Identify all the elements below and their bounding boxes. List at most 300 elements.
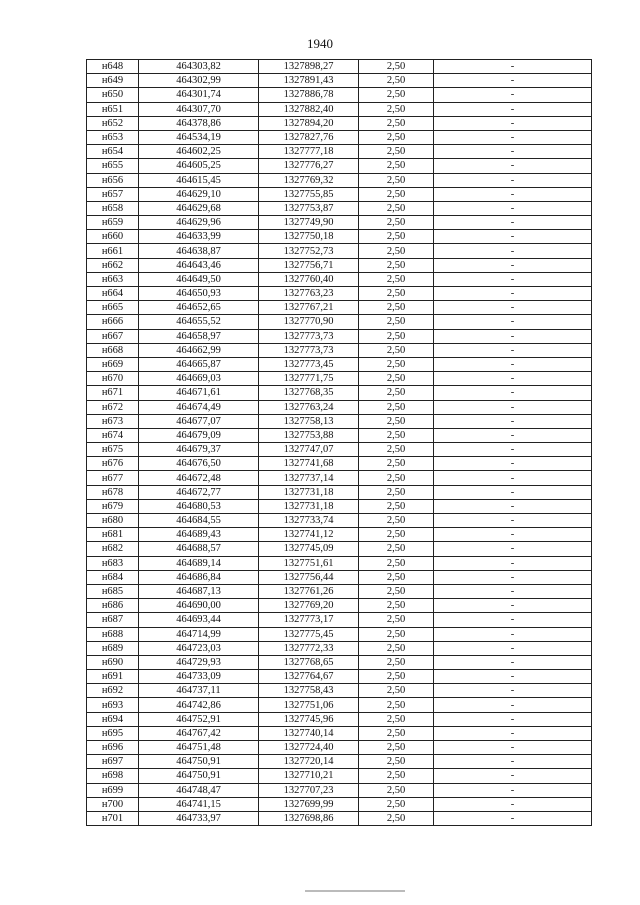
error-cell: 2,50 — [359, 301, 434, 315]
scan-edge-mark — [305, 890, 405, 892]
x-coordinate-cell: 464633,99 — [139, 230, 259, 244]
point-id-cell: н672 — [87, 400, 139, 414]
coordinates-table — [86, 59, 592, 826]
x-coordinate-cell: 464723,03 — [139, 641, 259, 655]
table-row — [87, 201, 592, 215]
y-coordinate-cell: 1327741,12 — [259, 528, 359, 542]
table-row — [87, 485, 592, 499]
y-coordinate-cell: 1327767,21 — [259, 301, 359, 315]
table-row — [87, 670, 592, 684]
note-cell: - — [434, 741, 592, 755]
point-id-cell: н697 — [87, 755, 139, 769]
error-cell: 2,50 — [359, 443, 434, 457]
error-cell: 2,50 — [359, 811, 434, 825]
point-id-cell: н671 — [87, 386, 139, 400]
point-id-cell: н701 — [87, 811, 139, 825]
y-coordinate-cell: 1327745,96 — [259, 712, 359, 726]
error-cell: 2,50 — [359, 655, 434, 669]
x-coordinate-cell: 464302,99 — [139, 74, 259, 88]
x-coordinate-cell: 464602,25 — [139, 145, 259, 159]
error-cell: 2,50 — [359, 343, 434, 357]
table-row — [87, 783, 592, 797]
table-row — [87, 301, 592, 315]
table-row — [87, 542, 592, 556]
point-id-cell: н675 — [87, 443, 139, 457]
note-cell: - — [434, 116, 592, 130]
error-cell: 2,50 — [359, 514, 434, 528]
error-cell: 2,50 — [359, 741, 434, 755]
note-cell: - — [434, 315, 592, 329]
note-cell: - — [434, 599, 592, 613]
note-cell: - — [434, 712, 592, 726]
error-cell: 2,50 — [359, 684, 434, 698]
note-cell: - — [434, 471, 592, 485]
y-coordinate-cell: 1327750,18 — [259, 230, 359, 244]
point-id-cell: н651 — [87, 102, 139, 116]
table-row — [87, 570, 592, 584]
error-cell: 2,50 — [359, 60, 434, 74]
note-cell: - — [434, 74, 592, 88]
point-id-cell: н652 — [87, 116, 139, 130]
x-coordinate-cell: 464689,14 — [139, 556, 259, 570]
table-row — [87, 655, 592, 669]
error-cell: 2,50 — [359, 159, 434, 173]
point-id-cell: н694 — [87, 712, 139, 726]
x-coordinate-cell: 464677,07 — [139, 414, 259, 428]
table-row — [87, 499, 592, 513]
note-cell: - — [434, 641, 592, 655]
error-cell: 2,50 — [359, 726, 434, 740]
point-id-cell: н658 — [87, 201, 139, 215]
y-coordinate-cell: 1327720,14 — [259, 755, 359, 769]
y-coordinate-cell: 1327698,86 — [259, 811, 359, 825]
y-coordinate-cell: 1327756,44 — [259, 570, 359, 584]
y-coordinate-cell: 1327731,18 — [259, 499, 359, 513]
y-coordinate-cell: 1327886,78 — [259, 88, 359, 102]
error-cell: 2,50 — [359, 329, 434, 343]
y-coordinate-cell: 1327753,87 — [259, 201, 359, 215]
page-number: 1940 — [307, 36, 333, 51]
error-cell: 2,50 — [359, 670, 434, 684]
table-row — [87, 287, 592, 301]
coordinates-table-body — [87, 60, 592, 826]
point-id-cell: н685 — [87, 584, 139, 598]
note-cell: - — [434, 769, 592, 783]
error-cell: 2,50 — [359, 485, 434, 499]
x-coordinate-cell: 464687,13 — [139, 584, 259, 598]
point-id-cell: н665 — [87, 301, 139, 315]
error-cell: 2,50 — [359, 428, 434, 442]
y-coordinate-cell: 1327745,09 — [259, 542, 359, 556]
table-row — [87, 230, 592, 244]
error-cell: 2,50 — [359, 499, 434, 513]
y-coordinate-cell: 1327777,18 — [259, 145, 359, 159]
x-coordinate-cell: 464672,77 — [139, 485, 259, 499]
error-cell: 2,50 — [359, 783, 434, 797]
error-cell: 2,50 — [359, 769, 434, 783]
error-cell: 2,50 — [359, 712, 434, 726]
error-cell: 2,50 — [359, 414, 434, 428]
point-id-cell: н650 — [87, 88, 139, 102]
note-cell: - — [434, 187, 592, 201]
x-coordinate-cell: 464671,61 — [139, 386, 259, 400]
x-coordinate-cell: 464733,09 — [139, 670, 259, 684]
table-row — [87, 797, 592, 811]
point-id-cell: н683 — [87, 556, 139, 570]
table-row — [87, 244, 592, 258]
y-coordinate-cell: 1327898,27 — [259, 60, 359, 74]
x-coordinate-cell: 464629,10 — [139, 187, 259, 201]
table-row — [87, 173, 592, 187]
point-id-cell: н677 — [87, 471, 139, 485]
x-coordinate-cell: 464748,47 — [139, 783, 259, 797]
y-coordinate-cell: 1327710,21 — [259, 769, 359, 783]
error-cell: 2,50 — [359, 542, 434, 556]
table-row — [87, 599, 592, 613]
table-row — [87, 159, 592, 173]
table-row — [87, 400, 592, 414]
error-cell: 2,50 — [359, 258, 434, 272]
table-row — [87, 414, 592, 428]
error-cell: 2,50 — [359, 698, 434, 712]
point-id-cell: н700 — [87, 797, 139, 811]
y-coordinate-cell: 1327769,20 — [259, 599, 359, 613]
note-cell: - — [434, 244, 592, 258]
y-coordinate-cell: 1327707,23 — [259, 783, 359, 797]
x-coordinate-cell: 464650,93 — [139, 287, 259, 301]
point-id-cell: н669 — [87, 357, 139, 371]
point-id-cell: н653 — [87, 130, 139, 144]
note-cell: - — [434, 428, 592, 442]
y-coordinate-cell: 1327827,76 — [259, 130, 359, 144]
y-coordinate-cell: 1327768,65 — [259, 655, 359, 669]
point-id-cell: н679 — [87, 499, 139, 513]
note-cell: - — [434, 201, 592, 215]
y-coordinate-cell: 1327764,67 — [259, 670, 359, 684]
error-cell: 2,50 — [359, 102, 434, 116]
note-cell: - — [434, 783, 592, 797]
point-id-cell: н664 — [87, 287, 139, 301]
y-coordinate-cell: 1327751,61 — [259, 556, 359, 570]
x-coordinate-cell: 464741,15 — [139, 797, 259, 811]
table-row — [87, 372, 592, 386]
note-cell: - — [434, 287, 592, 301]
y-coordinate-cell: 1327891,43 — [259, 74, 359, 88]
error-cell: 2,50 — [359, 230, 434, 244]
x-coordinate-cell: 464750,91 — [139, 769, 259, 783]
note-cell: - — [434, 272, 592, 286]
table-row — [87, 258, 592, 272]
note-cell: - — [434, 627, 592, 641]
error-cell: 2,50 — [359, 201, 434, 215]
point-id-cell: н662 — [87, 258, 139, 272]
point-id-cell: н667 — [87, 329, 139, 343]
point-id-cell: н656 — [87, 173, 139, 187]
y-coordinate-cell: 1327769,32 — [259, 173, 359, 187]
note-cell: - — [434, 414, 592, 428]
error-cell: 2,50 — [359, 528, 434, 542]
x-coordinate-cell: 464674,49 — [139, 400, 259, 414]
y-coordinate-cell: 1327773,45 — [259, 357, 359, 371]
point-id-cell: н688 — [87, 627, 139, 641]
table-row — [87, 471, 592, 485]
table-row — [87, 428, 592, 442]
error-cell: 2,50 — [359, 457, 434, 471]
x-coordinate-cell: 464693,44 — [139, 613, 259, 627]
table-row — [87, 741, 592, 755]
table-row — [87, 216, 592, 230]
note-cell: - — [434, 329, 592, 343]
point-id-cell: н691 — [87, 670, 139, 684]
point-id-cell: н654 — [87, 145, 139, 159]
x-coordinate-cell: 464658,97 — [139, 329, 259, 343]
y-coordinate-cell: 1327770,90 — [259, 315, 359, 329]
x-coordinate-cell: 464638,87 — [139, 244, 259, 258]
table-row — [87, 641, 592, 655]
y-coordinate-cell: 1327773,17 — [259, 613, 359, 627]
error-cell: 2,50 — [359, 755, 434, 769]
x-coordinate-cell: 464307,70 — [139, 102, 259, 116]
y-coordinate-cell: 1327763,23 — [259, 287, 359, 301]
x-coordinate-cell: 464605,25 — [139, 159, 259, 173]
y-coordinate-cell: 1327775,45 — [259, 627, 359, 641]
point-id-cell: н681 — [87, 528, 139, 542]
note-cell: - — [434, 542, 592, 556]
note-cell: - — [434, 613, 592, 627]
error-cell: 2,50 — [359, 216, 434, 230]
point-id-cell: н666 — [87, 315, 139, 329]
point-id-cell: н661 — [87, 244, 139, 258]
point-id-cell: н689 — [87, 641, 139, 655]
x-coordinate-cell: 464615,45 — [139, 173, 259, 187]
table-row — [87, 627, 592, 641]
table-row — [87, 116, 592, 130]
error-cell: 2,50 — [359, 556, 434, 570]
error-cell: 2,50 — [359, 386, 434, 400]
table-row — [87, 556, 592, 570]
table-row — [87, 74, 592, 88]
x-coordinate-cell: 464662,99 — [139, 343, 259, 357]
note-cell: - — [434, 145, 592, 159]
y-coordinate-cell: 1327894,20 — [259, 116, 359, 130]
x-coordinate-cell: 464669,03 — [139, 372, 259, 386]
point-id-cell: н690 — [87, 655, 139, 669]
note-cell: - — [434, 556, 592, 570]
note-cell: - — [434, 173, 592, 187]
note-cell: - — [434, 159, 592, 173]
note-cell: - — [434, 216, 592, 230]
note-cell: - — [434, 514, 592, 528]
y-coordinate-cell: 1327768,35 — [259, 386, 359, 400]
x-coordinate-cell: 464629,96 — [139, 216, 259, 230]
point-id-cell: н682 — [87, 542, 139, 556]
x-coordinate-cell: 464751,48 — [139, 741, 259, 755]
y-coordinate-cell: 1327740,14 — [259, 726, 359, 740]
y-coordinate-cell: 1327761,26 — [259, 584, 359, 598]
x-coordinate-cell: 464684,55 — [139, 514, 259, 528]
point-id-cell: н686 — [87, 599, 139, 613]
point-id-cell: н676 — [87, 457, 139, 471]
note-cell: - — [434, 797, 592, 811]
x-coordinate-cell: 464714,99 — [139, 627, 259, 641]
table-row — [87, 187, 592, 201]
y-coordinate-cell: 1327731,18 — [259, 485, 359, 499]
note-cell: - — [434, 357, 592, 371]
point-id-cell: н670 — [87, 372, 139, 386]
error-cell: 2,50 — [359, 187, 434, 201]
point-id-cell: н693 — [87, 698, 139, 712]
note-cell: - — [434, 584, 592, 598]
error-cell: 2,50 — [359, 88, 434, 102]
point-id-cell: н678 — [87, 485, 139, 499]
table-row — [87, 712, 592, 726]
x-coordinate-cell: 464378,86 — [139, 116, 259, 130]
point-id-cell: н674 — [87, 428, 139, 442]
error-cell: 2,50 — [359, 471, 434, 485]
point-id-cell: н657 — [87, 187, 139, 201]
note-cell: - — [434, 372, 592, 386]
x-coordinate-cell: 464737,11 — [139, 684, 259, 698]
error-cell: 2,50 — [359, 400, 434, 414]
error-cell: 2,50 — [359, 116, 434, 130]
table-row — [87, 457, 592, 471]
table-row — [87, 102, 592, 116]
error-cell: 2,50 — [359, 315, 434, 329]
table-row — [87, 145, 592, 159]
note-cell: - — [434, 60, 592, 74]
y-coordinate-cell: 1327753,88 — [259, 428, 359, 442]
note-cell: - — [434, 684, 592, 698]
error-cell: 2,50 — [359, 287, 434, 301]
error-cell: 2,50 — [359, 797, 434, 811]
y-coordinate-cell: 1327737,14 — [259, 471, 359, 485]
note-cell: - — [434, 670, 592, 684]
x-coordinate-cell: 464303,82 — [139, 60, 259, 74]
table-row — [87, 514, 592, 528]
note-cell: - — [434, 726, 592, 740]
y-coordinate-cell: 1327733,74 — [259, 514, 359, 528]
x-coordinate-cell: 464679,09 — [139, 428, 259, 442]
point-id-cell: н655 — [87, 159, 139, 173]
y-coordinate-cell: 1327747,07 — [259, 443, 359, 457]
x-coordinate-cell: 464750,91 — [139, 755, 259, 769]
point-id-cell: н687 — [87, 613, 139, 627]
point-id-cell: н659 — [87, 216, 139, 230]
error-cell: 2,50 — [359, 357, 434, 371]
error-cell: 2,50 — [359, 244, 434, 258]
x-coordinate-cell: 464742,86 — [139, 698, 259, 712]
y-coordinate-cell: 1327776,27 — [259, 159, 359, 173]
note-cell: - — [434, 499, 592, 513]
x-coordinate-cell: 464676,50 — [139, 457, 259, 471]
note-cell: - — [434, 258, 592, 272]
error-cell: 2,50 — [359, 599, 434, 613]
table-row — [87, 584, 592, 598]
table-row — [87, 60, 592, 74]
error-cell: 2,50 — [359, 372, 434, 386]
x-coordinate-cell: 464534,19 — [139, 130, 259, 144]
point-id-cell: н649 — [87, 74, 139, 88]
y-coordinate-cell: 1327755,85 — [259, 187, 359, 201]
y-coordinate-cell: 1327773,73 — [259, 343, 359, 357]
y-coordinate-cell: 1327752,73 — [259, 244, 359, 258]
note-cell: - — [434, 88, 592, 102]
table-row — [87, 528, 592, 542]
table-row — [87, 272, 592, 286]
point-id-cell: н673 — [87, 414, 139, 428]
table-row — [87, 755, 592, 769]
note-cell: - — [434, 570, 592, 584]
error-cell: 2,50 — [359, 74, 434, 88]
y-coordinate-cell: 1327758,13 — [259, 414, 359, 428]
table-row — [87, 386, 592, 400]
point-id-cell: н692 — [87, 684, 139, 698]
y-coordinate-cell: 1327751,06 — [259, 698, 359, 712]
x-coordinate-cell: 464767,42 — [139, 726, 259, 740]
point-id-cell: н684 — [87, 570, 139, 584]
y-coordinate-cell: 1327749,90 — [259, 216, 359, 230]
table-row — [87, 130, 592, 144]
x-coordinate-cell: 464301,74 — [139, 88, 259, 102]
note-cell: - — [434, 386, 592, 400]
x-coordinate-cell: 464672,48 — [139, 471, 259, 485]
note-cell: - — [434, 755, 592, 769]
point-id-cell: н696 — [87, 741, 139, 755]
x-coordinate-cell: 464652,65 — [139, 301, 259, 315]
table-row — [87, 357, 592, 371]
y-coordinate-cell: 1327741,68 — [259, 457, 359, 471]
error-cell: 2,50 — [359, 641, 434, 655]
point-id-cell: н695 — [87, 726, 139, 740]
point-id-cell: н680 — [87, 514, 139, 528]
error-cell: 2,50 — [359, 627, 434, 641]
y-coordinate-cell: 1327773,73 — [259, 329, 359, 343]
point-id-cell: н698 — [87, 769, 139, 783]
y-coordinate-cell: 1327882,40 — [259, 102, 359, 116]
note-cell: - — [434, 400, 592, 414]
y-coordinate-cell: 1327724,40 — [259, 741, 359, 755]
error-cell: 2,50 — [359, 272, 434, 286]
table-row — [87, 343, 592, 357]
x-coordinate-cell: 464690,00 — [139, 599, 259, 613]
y-coordinate-cell: 1327772,33 — [259, 641, 359, 655]
x-coordinate-cell: 464649,50 — [139, 272, 259, 286]
x-coordinate-cell: 464733,97 — [139, 811, 259, 825]
x-coordinate-cell: 464729,93 — [139, 655, 259, 669]
table-row — [87, 88, 592, 102]
error-cell: 2,50 — [359, 570, 434, 584]
x-coordinate-cell: 464689,43 — [139, 528, 259, 542]
point-id-cell: н663 — [87, 272, 139, 286]
point-id-cell: н668 — [87, 343, 139, 357]
y-coordinate-cell: 1327771,75 — [259, 372, 359, 386]
x-coordinate-cell: 464688,57 — [139, 542, 259, 556]
table-row — [87, 315, 592, 329]
table-row — [87, 698, 592, 712]
x-coordinate-cell: 464643,46 — [139, 258, 259, 272]
x-coordinate-cell: 464680,53 — [139, 499, 259, 513]
x-coordinate-cell: 464655,52 — [139, 315, 259, 329]
note-cell: - — [434, 343, 592, 357]
note-cell: - — [434, 301, 592, 315]
note-cell: - — [434, 698, 592, 712]
error-cell: 2,50 — [359, 145, 434, 159]
table-row — [87, 811, 592, 825]
y-coordinate-cell: 1327699,99 — [259, 797, 359, 811]
x-coordinate-cell: 464679,37 — [139, 443, 259, 457]
table-row — [87, 769, 592, 783]
error-cell: 2,50 — [359, 130, 434, 144]
